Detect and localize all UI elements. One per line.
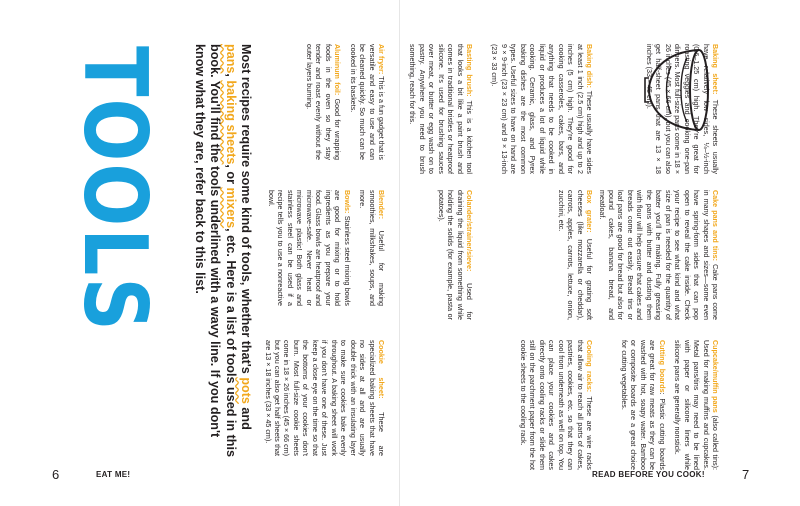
tool-entry: Box grater: Useful for grating soft cheeses (like mozzarella or cheddar), carrots, apples, carrots, lettuce, onion, zucchini, etc. [556,190,593,321]
tools-column-6b [599,340,719,470]
tools-column-5b [599,190,719,320]
right-page-number: 7 [742,467,750,482]
left-page-number: 6 [52,467,60,482]
tool-entry: Cookie sheet: These are specialized baking sheets that have no sides at all and are usually double thick with an insulating layer to make sure cookies bake evenly throughout. A baking sheet will work if you don't have one of these. Just keep a close eye on the time so that the bottoms of your cookies don't burn. Most full-size cookie sheets come in 18 × 26 inches (45 × 66 cm) but you can also get half sheets that are 13 × 18 inches (33 × 45 cm). [263,340,385,456]
tool-entry: Cutting boards: Plastic cutting boards are great for raw meats as they can be washed with hot, soapy water. Bamboo or composite boards are a great choice for cutting vegetables. [619,340,666,470]
page-title: TOOLS [63,46,166,333]
right-folio-label: READ BEFORE YOU COOK! [592,470,705,479]
tool-entry: Aluminum foil: Good for wrapping foods in the oven so they stay tender and roast evenly without the outer layers burning. [304,44,342,161]
tools-column-5 [549,190,593,320]
tool-entry: Colander/strainer/sieve: Used for draining the liquid from something while holding the solids (for example, pasta or potatoes). [436,190,473,320]
tool-entry: Bowls: Stainless steel mixing bowls are good for mixing or to hold ingredients as you prepare your food. Glass bowls are heatproof and microwave-safe. Never heat or microwave plastic! Both glass and stainless steel can be used if a recipe tells you to use a nonreactive bowl. [267,190,351,306]
tools-column-4b [599,44,719,174]
tool-entry: Cooling racks: These are wire racks that allow air to reach all parts of cakes, pastries, cookies, etc. so that they can cool from underneath as well on top. You can place your cookies and cakes directly onto cooling racks or slide them still on the parchment paper from the hot cookie sheets to the cooling rack. [518,340,593,470]
intro-text: Most recipes require some kind of tools, whether that's pots and pans, baking sheets, or mixers, etc. Here is a list of tools used in this book. You'll find the tools underlined with a wavy line. If you don't know what they are, refer back to this list. [193,44,253,457]
tools-column-6 [511,340,593,470]
tool-entry: Air fryer: This is a fun gadget that is versatile and easy to use and can be cleaned quickly. So much can be cooked in its baskets. [348,44,385,160]
tool-entry: Blender: Useful for making smoothies, milkshakes, soups, and more. [358,190,385,306]
tool-entry: Basting brush: This is a kitchen tool that looks a bit like a paint brush and comes in traditional bristles or heatproof silicone. It's used for brushing sauces over meat, or butter or egg wash on to pastry. Anywhere you need to brush something, reach for this. [408,44,473,174]
tools-column-2 [260,190,385,306]
left-folio-label: EAT ME! [96,470,131,479]
tool-entry: Baking sheet: These sheets usually have relatively low sides, ¼–½-inch (0.6–1.25 cm) high. They're great for roasting veggies and cooking one-pan dinners. Most full-size pans come in 18 × 26 inches (45 × 66 cm), but you can also get half-sheet pans that are 13 × 18 inches (33 × 45 cm). [644,44,719,175]
tools-column-4 [483,44,593,174]
tool-entry: Baking dish: These usually have sides at least 1 inch (2.5 cm) high and up to 2 inches (5 cm) high. They're good for cooking casseroles, cakes, bars, and anything that needs to be cooked in liquid or produces a lot of liquid while cooking. Ceramic, glass, and Pyrex baking dishes are the most common types. Useful sizes to have on hand are 9 × 9-inch (23 × 23 cm) and 9 × 13-inch (23 × 33 cm). [490,44,593,174]
tools-column-4c [393,44,473,174]
tool-entry: Cupcake/muffin pans (also called tins): Used for making muffins and cupcakes. Metal pans/tins may need to be lined with paper or silicone liners while silicone pans are generally nonstick. [673,340,719,471]
tool-entry: Cake pans and tins: Cake pans come in many shapes and sizes—some even have spring-form sides that can pop open to reveal the cake inside. Check your recipe to see what kind and what size of pan is needed for the quantity of batter you'll be making. Fully greasing the pans with butter and dusting them with flour will help ensure that cakes and breads come out easily. Bread tins or loaf pans are good for bread but also for pound cakes, banana bread, and meatloaf. [597,190,719,320]
tools-column-1 [297,44,385,160]
tools-column-5c [393,190,473,320]
rotated-spread [40,40,723,476]
tools-column-3 [256,340,385,456]
